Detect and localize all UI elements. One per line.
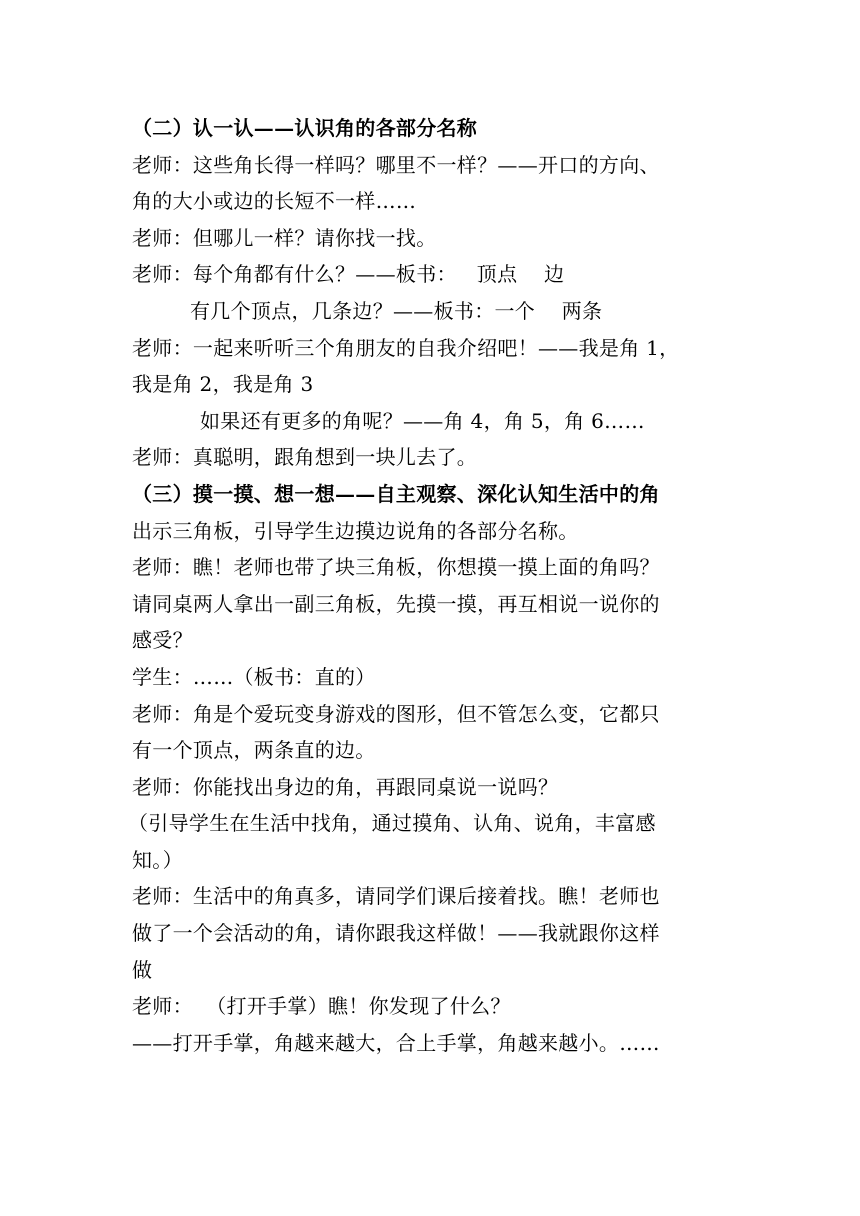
paragraph-line: 感受？ xyxy=(132,628,193,653)
document-body xyxy=(128,110,732,1061)
paragraph-line: 做 xyxy=(132,957,153,982)
paragraph-line: 角的大小或边的长短不一样…… xyxy=(132,189,417,214)
paragraph-line: 如果还有更多的角呢？——角 4，角 5，角 6…… xyxy=(200,408,645,433)
paragraph-line: 老师：一起来听听三个角朋友的自我介绍吧！——我是角 1， xyxy=(132,335,680,360)
paragraph-line: 有几个顶点，几条边？——板书：一个 两条 xyxy=(190,298,603,323)
paragraph-line: 老师：但哪儿一样？请你找一找。 xyxy=(132,225,437,250)
section-heading-3: （三）摸一摸、想一想——自主观察、深化认知生活中的角 xyxy=(132,481,660,506)
paragraph-line: 学生：……（板书：直的） xyxy=(132,664,376,689)
paragraph-line: 老师：真聪明，跟角想到一块儿去了。 xyxy=(132,445,478,470)
paragraph-line: 老师：角是个爱玩变身游戏的图形，但不管怎么变，它都只 xyxy=(132,701,660,726)
paragraph-line: ——打开手掌，角越来越大，合上手掌，角越来越小。…… xyxy=(132,1030,660,1055)
paragraph-line: 做了一个会活动的角，请你跟我这样做！——我就跟你这样 xyxy=(132,921,660,946)
paragraph-line: 有一个顶点，两条直的边。 xyxy=(132,738,376,763)
paragraph-line: 老师：生活中的角真多，请同学们课后接着找。瞧！老师也 xyxy=(132,884,660,909)
paragraph-line: 知。） xyxy=(132,847,183,872)
paragraph-line: 我是角 2，我是角 3 xyxy=(132,372,314,397)
paragraph-line: 老师：瞧！老师也带了块三角板，你想摸一摸上面的角吗？ xyxy=(132,555,660,580)
paragraph-line: 老师： （打开手掌）瞧！你发现了什么？ xyxy=(132,994,511,1019)
paragraph-line: 老师：每个角都有什么？——板书： 顶点 边 xyxy=(132,262,565,287)
paragraph-line: 老师：你能找出身边的角，再跟同桌说一说吗？ xyxy=(132,774,559,799)
paragraph-line: 出示三角板，引导学生边摸边说角的各部分名称。 xyxy=(132,518,579,543)
paragraph-line: 老师：这些角长得一样吗？哪里不一样？——开口的方向、 xyxy=(132,152,660,177)
paragraph-line: （引导学生在生活中找角，通过摸角、认角、说角，丰富感 xyxy=(128,811,656,836)
section-heading-2: （二）认一认——认识角的各部分名称 xyxy=(132,116,478,140)
paragraph-line: 请同桌两人拿出一副三角板，先摸一摸，再互相说一说你的 xyxy=(132,591,660,616)
